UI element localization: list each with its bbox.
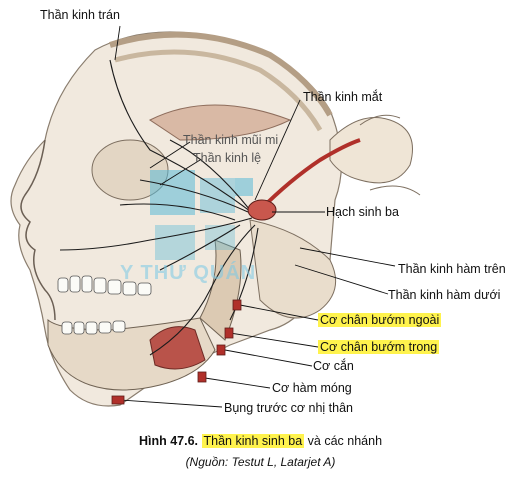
figure-caption: [0, 434, 521, 448]
caption-suffix: và các nhánh: [307, 434, 383, 448]
figure-source: (Nguồn: Testut L, Latarjet A): [185, 455, 336, 469]
label-masseter: Cơ cắn: [313, 359, 354, 373]
label-mandibular-nerve: Thần kinh hàm dưới: [388, 288, 501, 302]
highlight-lateral-pterygoid: Cơ chân bướm ngoài: [320, 313, 440, 327]
label-lacrimal-nerve: Thần kinh lệ: [193, 151, 262, 165]
caption-highlight: Thần kinh sinh ba: [203, 434, 303, 448]
label-ophthalmic-nerve: Thần kinh mắt: [303, 90, 383, 104]
watermark: Y THƯ QUÁN: [120, 262, 257, 284]
trigeminal-ganglion: [248, 200, 276, 220]
label-medial-pterygoid: [318, 340, 439, 355]
label-lateral-pterygoid: [318, 313, 441, 328]
highlight-medial-pterygoid: Cơ chân bướm trong: [320, 340, 438, 354]
label-frontal-nerve: Thần kinh trán: [40, 8, 120, 22]
caption-prefix: Hình 47.6.: [138, 434, 199, 448]
label-mylohyoid: Cơ hàm móng: [272, 381, 352, 395]
label-anterior-digastric: Bụng trước cơ nhị thân: [224, 401, 353, 415]
label-nasociliary-nerve: Thần kinh mũi mi: [183, 133, 279, 147]
label-trigeminal-ganglion: Hạch sinh ba: [326, 205, 399, 219]
label-maxillary-nerve: Thần kinh hàm trên: [398, 262, 506, 276]
